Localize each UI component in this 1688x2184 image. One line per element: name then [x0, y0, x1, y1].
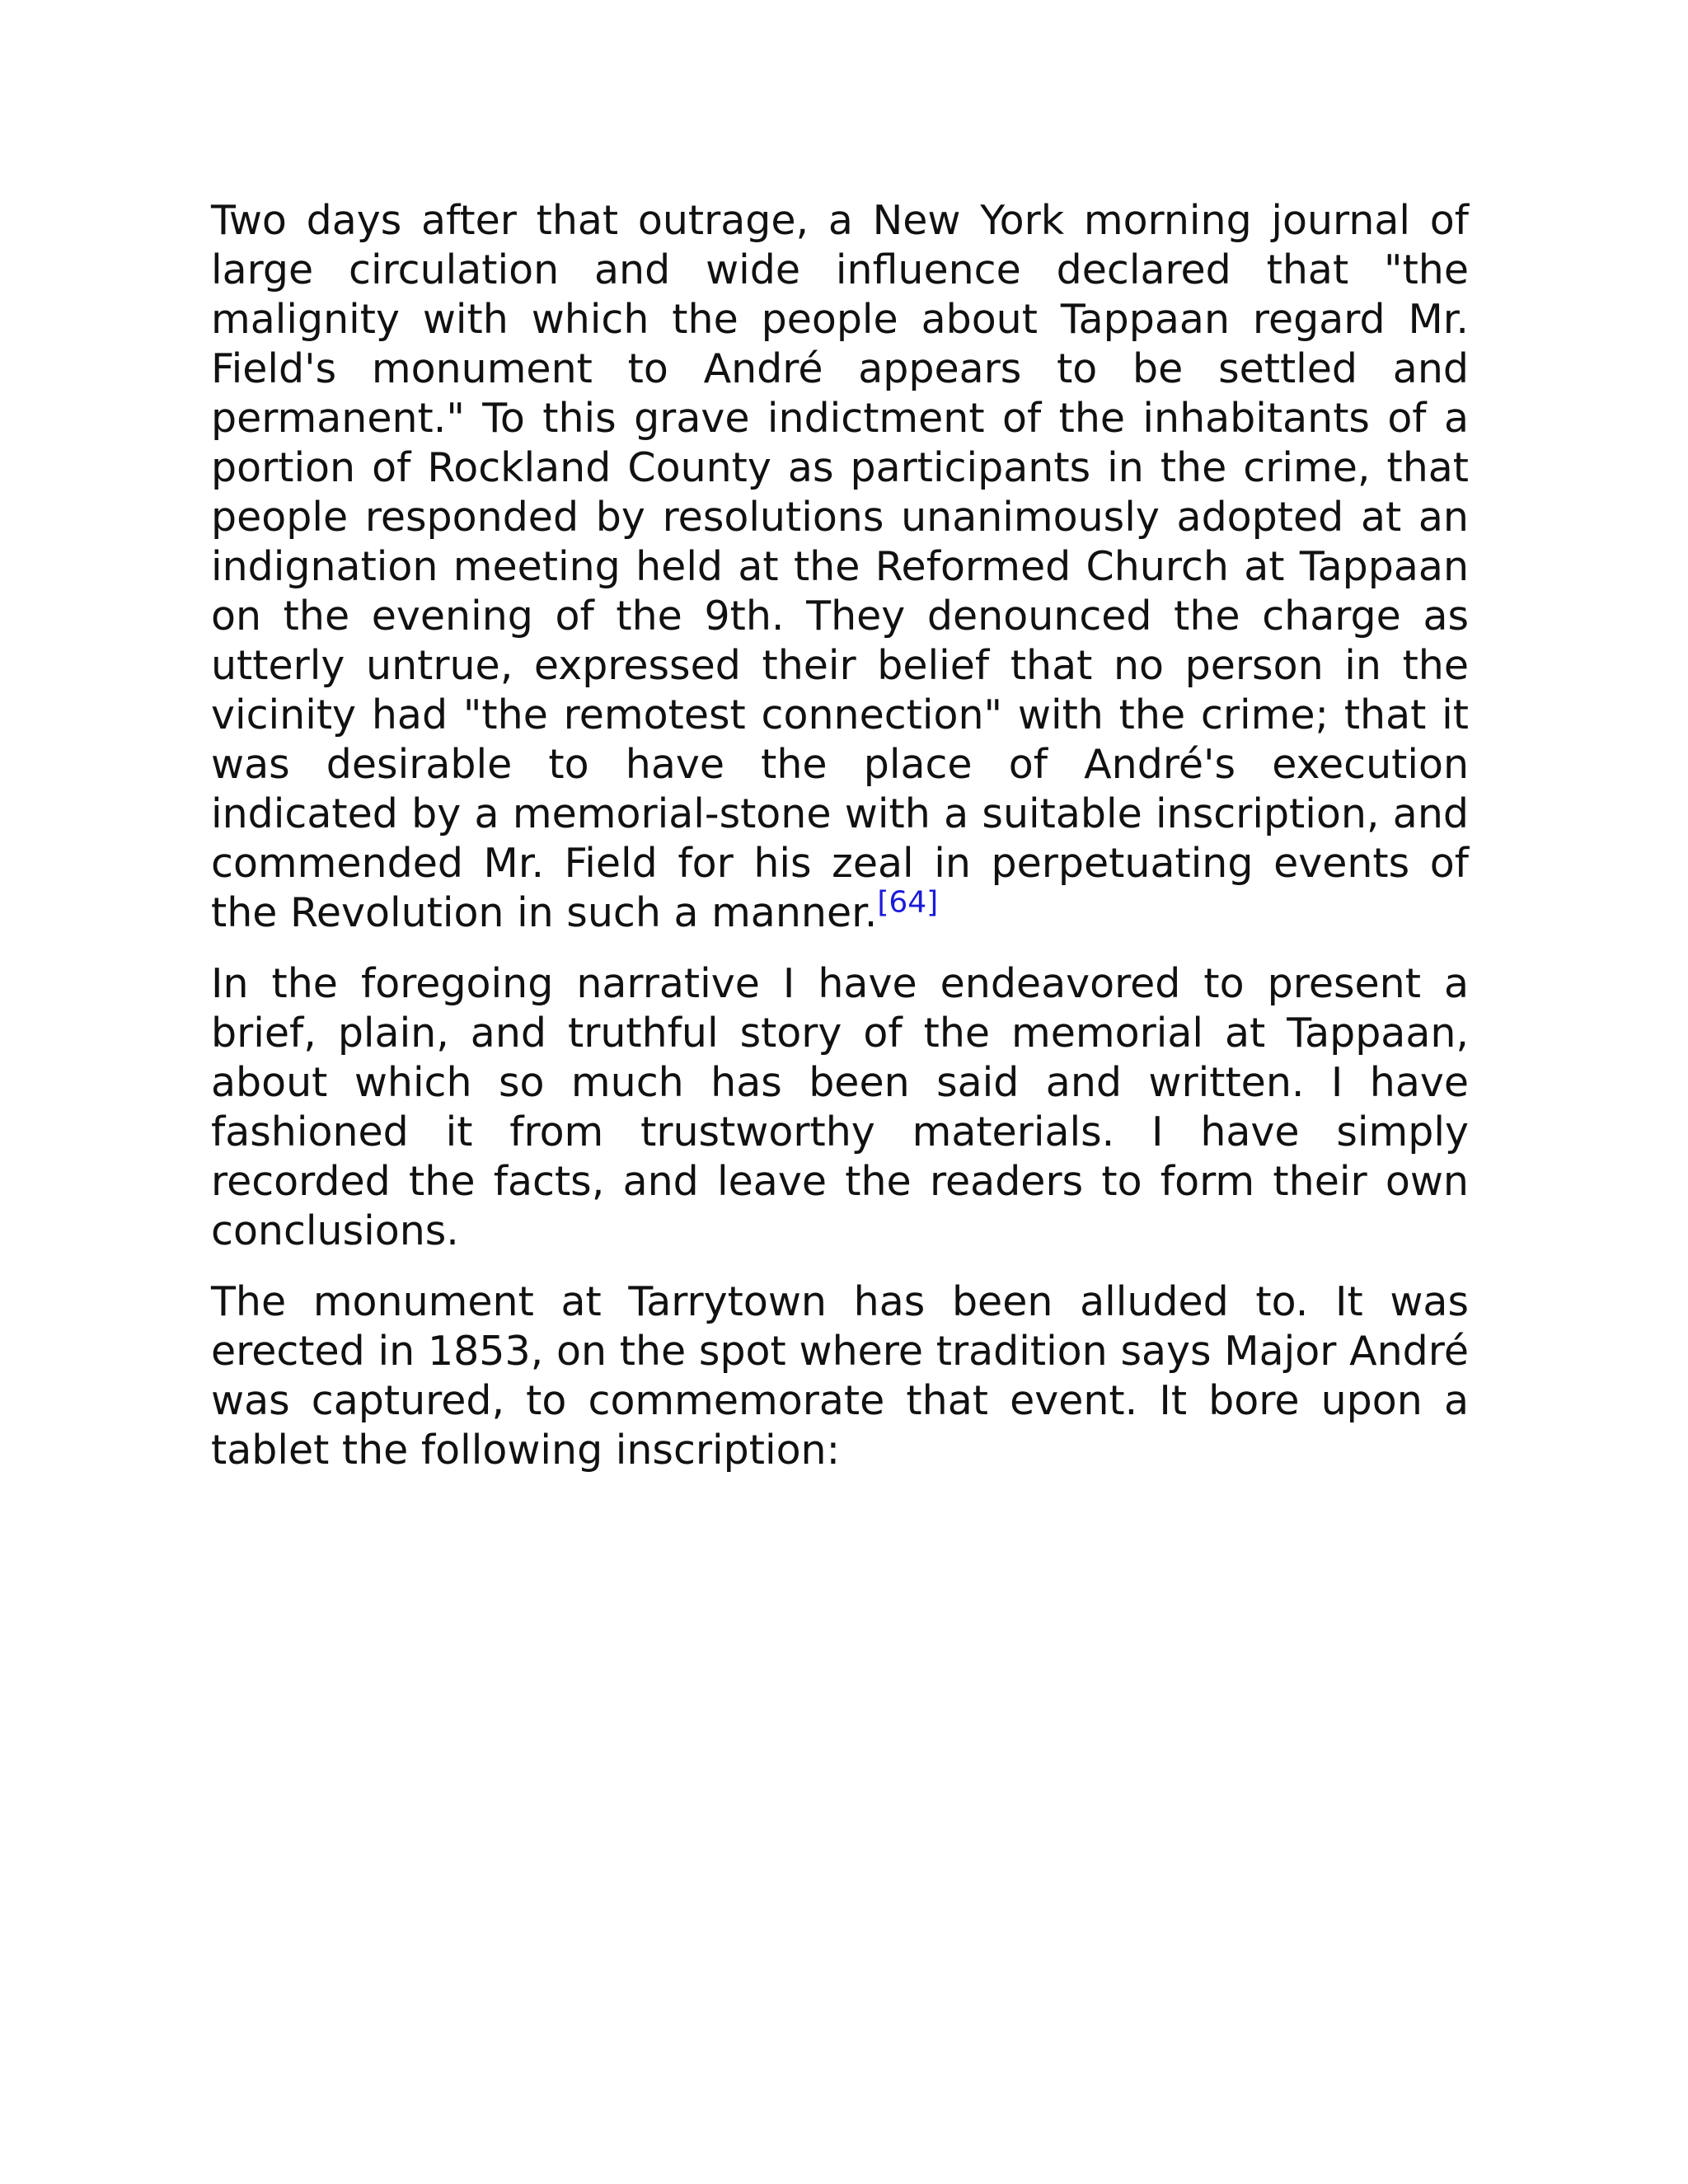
- paragraph-text: The monument at Tarrytown has been alluded to. It was erected in 1853, on the spot where tradition says Major André was captured, to commemorate that event. It bore upon a tablet the following inscription:: [211, 1278, 1469, 1474]
- document-body: [211, 196, 1469, 1497]
- paragraph-text: Two days after that outrage, a New York morning journal of large circulation and wide influence declared that "the malignity with which the people about Tappaan regard Mr. Field's monument to André appears to be settled and permanent." To this grave indictment of the inhabitants of a portion of Rockland County as participants in the crime, that people responded by resolutions unanimously adopted at an indignation meeting held at the Reformed Church at Tappaan on the evening of the 9th. They denounced the charge as utterly untrue, expressed their belief that no person in the vicinity had "the remotest connection" with the crime; that it was desirable to have the place of André's execution indicated by a memorial-stone with a suitable inscription, and commended Mr. Field for his zeal in perpetuating events of the Revolution in such a manner.: [211, 197, 1469, 936]
- paragraph-text: In the foregoing narrative I have endeavored to present a brief, plain, and truthful story of the memorial at Tappaan, about which so much has been said and written. I have fashioned it from trustworthy materials. I have simply recorded the facts, and leave the readers to form their own conclusions.: [211, 960, 1469, 1254]
- paragraph-tappaan-resolutions: [211, 196, 1469, 938]
- footnote-link[interactable]: [64]: [877, 885, 939, 920]
- paragraph-narrative-conclusion: [211, 959, 1469, 1256]
- paragraph-tarrytown-monument: [211, 1277, 1469, 1475]
